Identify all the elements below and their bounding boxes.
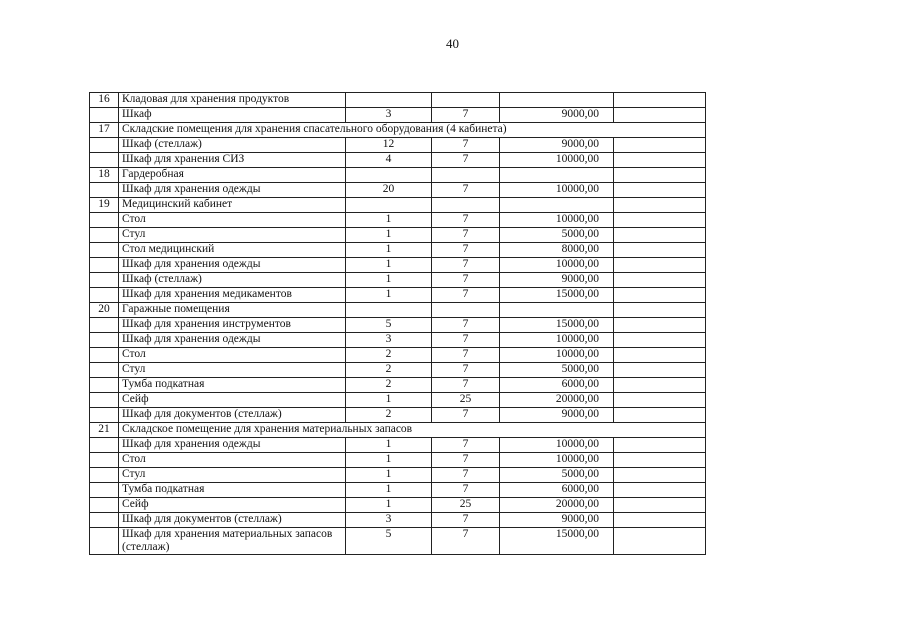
empty-cell bbox=[614, 198, 706, 213]
item-name: Стул bbox=[119, 468, 346, 483]
item-name: Шкаф для хранения СИЗ bbox=[119, 153, 346, 168]
item-name: Стол медицинский bbox=[119, 243, 346, 258]
item-service-years: 7 bbox=[432, 318, 500, 333]
empty-cell bbox=[614, 288, 706, 303]
item-name: Шкаф для хранения одежды bbox=[119, 333, 346, 348]
empty-cell bbox=[432, 93, 500, 108]
table-row bbox=[90, 153, 706, 168]
item-price: 6000,00 bbox=[500, 378, 614, 393]
row-number-cell bbox=[90, 483, 119, 498]
section-number: 18 bbox=[90, 168, 119, 183]
empty-cell bbox=[614, 528, 706, 555]
item-name: Шкаф для хранения одежды bbox=[119, 258, 346, 273]
empty-cell bbox=[432, 168, 500, 183]
table-row bbox=[90, 228, 706, 243]
row-number-cell bbox=[90, 513, 119, 528]
row-number-cell bbox=[90, 468, 119, 483]
empty-cell bbox=[614, 153, 706, 168]
table-row bbox=[90, 273, 706, 288]
empty-cell bbox=[614, 258, 706, 273]
item-price: 15000,00 bbox=[500, 288, 614, 303]
empty-cell bbox=[614, 168, 706, 183]
empty-cell bbox=[614, 513, 706, 528]
row-number-cell bbox=[90, 348, 119, 363]
row-number-cell bbox=[90, 228, 119, 243]
item-quantity: 5 bbox=[346, 318, 432, 333]
item-service-years: 7 bbox=[432, 453, 500, 468]
item-name: Шкаф для документов (стеллаж) bbox=[119, 408, 346, 423]
item-name: Шкаф для хранения инструментов bbox=[119, 318, 346, 333]
item-service-years: 7 bbox=[432, 438, 500, 453]
item-service-years: 7 bbox=[432, 528, 500, 555]
item-service-years: 7 bbox=[432, 378, 500, 393]
item-quantity: 4 bbox=[346, 153, 432, 168]
row-number-cell bbox=[90, 333, 119, 348]
row-number-cell bbox=[90, 273, 119, 288]
row-number-cell bbox=[90, 528, 119, 555]
item-quantity: 1 bbox=[346, 498, 432, 513]
item-name: Тумба подкатная bbox=[119, 483, 346, 498]
row-number-cell bbox=[90, 393, 119, 408]
table-row bbox=[90, 318, 706, 333]
item-price: 20000,00 bbox=[500, 498, 614, 513]
table-row bbox=[90, 528, 706, 555]
item-service-years: 7 bbox=[432, 468, 500, 483]
item-service-years: 7 bbox=[432, 228, 500, 243]
item-name: Сейф bbox=[119, 498, 346, 513]
table-row bbox=[90, 258, 706, 273]
item-price: 10000,00 bbox=[500, 183, 614, 198]
item-price: 10000,00 bbox=[500, 153, 614, 168]
empty-cell bbox=[500, 168, 614, 183]
item-service-years: 7 bbox=[432, 483, 500, 498]
section-title: Медицинский кабинет bbox=[119, 198, 346, 213]
row-number-cell bbox=[90, 378, 119, 393]
item-price: 5000,00 bbox=[500, 468, 614, 483]
section-number: 16 bbox=[90, 93, 119, 108]
item-quantity: 2 bbox=[346, 378, 432, 393]
section-row bbox=[90, 123, 706, 138]
section-row bbox=[90, 423, 706, 438]
item-quantity: 3 bbox=[346, 333, 432, 348]
table-row bbox=[90, 363, 706, 378]
section-number: 20 bbox=[90, 303, 119, 318]
table-row bbox=[90, 213, 706, 228]
item-name: Шкаф (стеллаж) bbox=[119, 273, 346, 288]
item-service-years: 7 bbox=[432, 288, 500, 303]
row-number-cell bbox=[90, 363, 119, 378]
item-price: 10000,00 bbox=[500, 258, 614, 273]
item-name: Стул bbox=[119, 228, 346, 243]
inventory-table bbox=[89, 92, 706, 555]
item-name: Стол bbox=[119, 453, 346, 468]
item-price: 6000,00 bbox=[500, 483, 614, 498]
item-name: Стол bbox=[119, 213, 346, 228]
item-quantity: 1 bbox=[346, 453, 432, 468]
page-number: 40 bbox=[446, 36, 459, 51]
item-price: 8000,00 bbox=[500, 243, 614, 258]
table-row bbox=[90, 513, 706, 528]
item-price: 10000,00 bbox=[500, 453, 614, 468]
item-quantity: 2 bbox=[346, 408, 432, 423]
table-row bbox=[90, 378, 706, 393]
item-quantity: 1 bbox=[346, 288, 432, 303]
section-row bbox=[90, 168, 706, 183]
item-price: 15000,00 bbox=[500, 318, 614, 333]
item-quantity: 2 bbox=[346, 363, 432, 378]
empty-cell bbox=[614, 138, 706, 153]
item-service-years: 7 bbox=[432, 408, 500, 423]
item-service-years: 7 bbox=[432, 138, 500, 153]
section-title: Складское помещение для хранения материальных запасов bbox=[119, 423, 706, 438]
empty-cell bbox=[346, 93, 432, 108]
item-service-years: 7 bbox=[432, 348, 500, 363]
row-number-cell bbox=[90, 408, 119, 423]
item-price: 10000,00 bbox=[500, 348, 614, 363]
section-number: 21 bbox=[90, 423, 119, 438]
table-row bbox=[90, 243, 706, 258]
item-name: Шкаф для хранения одежды bbox=[119, 438, 346, 453]
row-number-cell bbox=[90, 438, 119, 453]
item-price: 20000,00 bbox=[500, 393, 614, 408]
item-quantity: 1 bbox=[346, 228, 432, 243]
empty-cell bbox=[432, 303, 500, 318]
section-title: Гардеробная bbox=[119, 168, 346, 183]
item-name: Стул bbox=[119, 363, 346, 378]
item-service-years: 7 bbox=[432, 243, 500, 258]
empty-cell bbox=[346, 168, 432, 183]
item-name: Шкаф для документов (стеллаж) bbox=[119, 513, 346, 528]
table-row bbox=[90, 438, 706, 453]
section-title: Кладовая для хранения продуктов bbox=[119, 93, 346, 108]
item-quantity: 1 bbox=[346, 483, 432, 498]
item-name: Шкаф для хранения одежды bbox=[119, 183, 346, 198]
table-row bbox=[90, 498, 706, 513]
empty-cell bbox=[500, 93, 614, 108]
row-number-cell bbox=[90, 108, 119, 123]
item-quantity: 1 bbox=[346, 213, 432, 228]
item-quantity: 1 bbox=[346, 438, 432, 453]
item-service-years: 7 bbox=[432, 108, 500, 123]
item-name: Шкаф bbox=[119, 108, 346, 123]
table-row bbox=[90, 138, 706, 153]
item-service-years: 7 bbox=[432, 183, 500, 198]
empty-cell bbox=[614, 213, 706, 228]
empty-cell bbox=[614, 363, 706, 378]
item-price: 10000,00 bbox=[500, 438, 614, 453]
section-title: Складские помещения для хранения спасательного оборудования (4 кабинета) bbox=[119, 123, 706, 138]
empty-cell bbox=[614, 468, 706, 483]
item-service-years: 7 bbox=[432, 333, 500, 348]
section-number: 19 bbox=[90, 198, 119, 213]
section-row bbox=[90, 93, 706, 108]
table-row bbox=[90, 468, 706, 483]
empty-cell bbox=[432, 198, 500, 213]
item-name: Тумба подкатная bbox=[119, 378, 346, 393]
section-row bbox=[90, 198, 706, 213]
table-row bbox=[90, 483, 706, 498]
table-row bbox=[90, 108, 706, 123]
empty-cell bbox=[614, 303, 706, 318]
item-price: 9000,00 bbox=[500, 138, 614, 153]
empty-cell bbox=[614, 498, 706, 513]
row-number-cell bbox=[90, 258, 119, 273]
empty-cell bbox=[500, 303, 614, 318]
item-quantity: 20 bbox=[346, 183, 432, 198]
item-quantity: 1 bbox=[346, 258, 432, 273]
item-service-years: 7 bbox=[432, 213, 500, 228]
empty-cell bbox=[346, 303, 432, 318]
item-price: 5000,00 bbox=[500, 228, 614, 243]
row-number-cell bbox=[90, 498, 119, 513]
empty-cell bbox=[614, 453, 706, 468]
row-number-cell bbox=[90, 153, 119, 168]
item-name: Шкаф для хранения материальных запасов (стеллаж) bbox=[119, 528, 346, 555]
empty-cell bbox=[614, 408, 706, 423]
empty-cell bbox=[346, 198, 432, 213]
table-row bbox=[90, 393, 706, 408]
section-row bbox=[90, 303, 706, 318]
item-service-years: 7 bbox=[432, 513, 500, 528]
item-quantity: 1 bbox=[346, 273, 432, 288]
empty-cell bbox=[614, 438, 706, 453]
item-price: 9000,00 bbox=[500, 108, 614, 123]
empty-cell bbox=[614, 228, 706, 243]
item-quantity: 1 bbox=[346, 468, 432, 483]
item-price: 10000,00 bbox=[500, 333, 614, 348]
empty-cell bbox=[614, 318, 706, 333]
item-service-years: 7 bbox=[432, 363, 500, 378]
item-name: Сейф bbox=[119, 393, 346, 408]
table-row bbox=[90, 348, 706, 363]
table-row bbox=[90, 408, 706, 423]
empty-cell bbox=[614, 333, 706, 348]
empty-cell bbox=[614, 183, 706, 198]
section-title: Гаражные помещения bbox=[119, 303, 346, 318]
item-price: 9000,00 bbox=[500, 408, 614, 423]
empty-cell bbox=[614, 273, 706, 288]
item-service-years: 7 bbox=[432, 273, 500, 288]
item-service-years: 7 bbox=[432, 258, 500, 273]
item-quantity: 5 bbox=[346, 528, 432, 555]
item-quantity: 2 bbox=[346, 348, 432, 363]
row-number-cell bbox=[90, 318, 119, 333]
item-service-years: 7 bbox=[432, 153, 500, 168]
item-price: 9000,00 bbox=[500, 513, 614, 528]
empty-cell bbox=[500, 198, 614, 213]
empty-cell bbox=[614, 93, 706, 108]
item-name: Шкаф для хранения медикаментов bbox=[119, 288, 346, 303]
item-service-years: 25 bbox=[432, 498, 500, 513]
table-row bbox=[90, 183, 706, 198]
empty-cell bbox=[614, 483, 706, 498]
item-price: 15000,00 bbox=[500, 528, 614, 555]
item-quantity: 1 bbox=[346, 243, 432, 258]
empty-cell bbox=[614, 393, 706, 408]
item-price: 10000,00 bbox=[500, 213, 614, 228]
row-number-cell bbox=[90, 213, 119, 228]
row-number-cell bbox=[90, 183, 119, 198]
item-quantity: 3 bbox=[346, 513, 432, 528]
empty-cell bbox=[614, 348, 706, 363]
item-name: Стол bbox=[119, 348, 346, 363]
table-row bbox=[90, 453, 706, 468]
item-service-years: 25 bbox=[432, 393, 500, 408]
row-number-cell bbox=[90, 243, 119, 258]
section-number: 17 bbox=[90, 123, 119, 138]
row-number-cell bbox=[90, 453, 119, 468]
item-price: 9000,00 bbox=[500, 273, 614, 288]
item-name: Шкаф (стеллаж) bbox=[119, 138, 346, 153]
table-row bbox=[90, 333, 706, 348]
empty-cell bbox=[614, 243, 706, 258]
row-number-cell bbox=[90, 288, 119, 303]
empty-cell bbox=[614, 378, 706, 393]
table-row bbox=[90, 288, 706, 303]
item-price: 5000,00 bbox=[500, 363, 614, 378]
empty-cell bbox=[614, 108, 706, 123]
item-quantity: 1 bbox=[346, 393, 432, 408]
item-quantity: 12 bbox=[346, 138, 432, 153]
row-number-cell bbox=[90, 138, 119, 153]
item-quantity: 3 bbox=[346, 108, 432, 123]
